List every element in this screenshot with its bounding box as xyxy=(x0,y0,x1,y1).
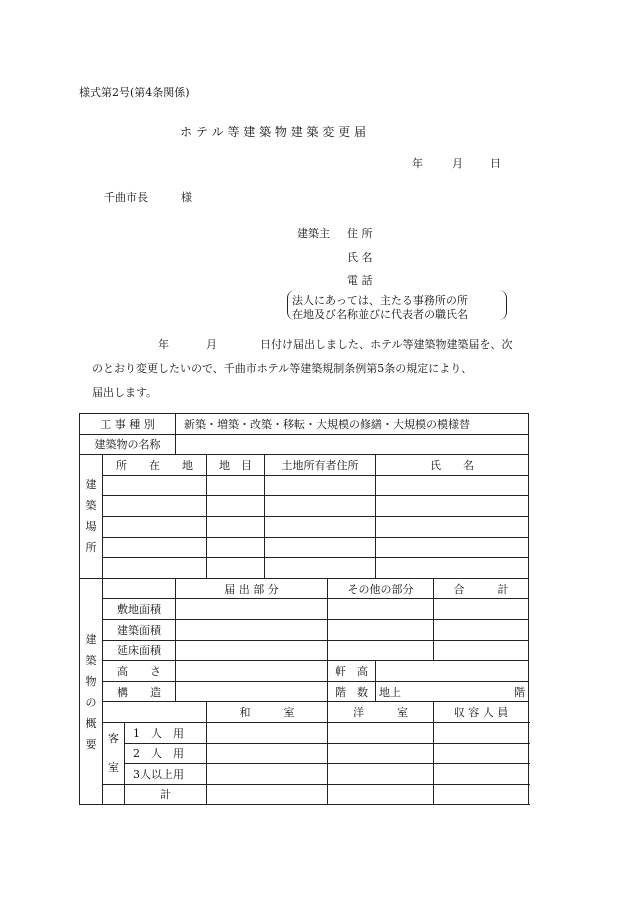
form-number: 様式第2号(第4条関係) xyxy=(79,86,190,99)
work-type-value[interactable]: 新築・増築・改築・移転・大規模の修繕・大規模の模様替 xyxy=(176,414,529,435)
owner-name-field[interactable] xyxy=(376,537,529,558)
building-name-label: 建築物の名称 xyxy=(80,434,176,455)
total-western-field[interactable] xyxy=(328,784,434,805)
address-label: 住 所 xyxy=(347,227,373,240)
single-room-label: 1 人 用 xyxy=(125,722,207,743)
room-total-blank xyxy=(103,784,125,805)
site-row xyxy=(80,475,529,496)
height-label: 高 さ xyxy=(103,661,176,682)
room-header-blank xyxy=(103,702,207,723)
double-western-field[interactable] xyxy=(328,743,434,764)
three-plus-room-label: 3人以上用 xyxy=(125,764,207,785)
japanese-room-header: 和 室 xyxy=(207,702,328,723)
overview-section-label: 建 築 物 の 概 要 xyxy=(80,578,103,805)
other-part-header: その他の部分 xyxy=(328,578,434,599)
structure-label: 構 造 xyxy=(103,681,176,702)
body-line1: 日付け届出しました、ホテル等建築物建築届を、次 xyxy=(260,338,513,351)
eaves-height-label: 軒 高 xyxy=(328,661,376,682)
addressee: 千曲市長 xyxy=(104,191,148,204)
double-room-label: 2 人 用 xyxy=(125,743,207,764)
notification-form-table xyxy=(79,413,529,805)
phone-label: 電 話 xyxy=(347,274,373,287)
site-area-label: 敷地面積 xyxy=(103,599,176,620)
area-header-blank xyxy=(103,578,176,599)
document-title: ホ テ ル 等 建 築 物 建 築 変 更 届 xyxy=(180,125,366,139)
site-row xyxy=(80,516,529,537)
capacity-header: 収 容 人 員 xyxy=(434,702,529,723)
body-line2: のとおり変更したいので、千曲市ホテル等建築規制条例第5条の規定により、 xyxy=(92,362,473,375)
work-type-row xyxy=(80,414,529,435)
guest-room-label: 客 室 xyxy=(103,722,125,784)
double-capacity-field[interactable] xyxy=(434,743,529,764)
room-header-row xyxy=(80,702,529,723)
building-area-total[interactable] xyxy=(434,619,529,640)
work-type-label: 工 事 種 別 xyxy=(80,414,176,435)
date-year-label: 年 xyxy=(412,157,423,170)
body-line3: 届出します。 xyxy=(92,386,158,399)
single-capacity-field[interactable] xyxy=(434,722,529,743)
reported-part-header: 届 出 部 分 xyxy=(176,578,328,599)
three-plus-western-field[interactable] xyxy=(328,764,434,785)
western-room-header: 洋 室 xyxy=(328,702,434,723)
room-total-label: 計 xyxy=(125,784,207,805)
three-plus-room-row xyxy=(80,764,529,785)
single-western-field[interactable] xyxy=(328,722,434,743)
structure-row xyxy=(80,681,529,702)
building-name-row xyxy=(80,434,529,455)
room-total-row xyxy=(80,784,529,805)
location-field[interactable] xyxy=(103,558,207,579)
single-japanese-field[interactable] xyxy=(207,722,328,743)
single-room-row xyxy=(80,722,529,743)
above-ground-floors[interactable]: 地上 階 xyxy=(376,681,529,702)
floor-area-other[interactable] xyxy=(328,640,434,661)
owner-name-field[interactable] xyxy=(376,516,529,537)
body-year: 年 xyxy=(158,338,169,351)
building-area-reported[interactable] xyxy=(176,619,328,640)
site-area-reported[interactable] xyxy=(176,599,328,620)
owner-name-field[interactable] xyxy=(376,558,529,579)
site-section-label: 建 築 場 所 xyxy=(80,455,103,579)
eaves-height-field[interactable] xyxy=(376,661,529,682)
floors-label: 階 数 xyxy=(328,681,376,702)
site-area-total[interactable] xyxy=(434,599,529,620)
double-japanese-field[interactable] xyxy=(207,743,328,764)
height-field[interactable] xyxy=(176,661,328,682)
owner-address-header: 土地所有者住所 xyxy=(265,455,376,476)
name-label: 氏 名 xyxy=(347,251,373,264)
location-field[interactable] xyxy=(103,475,207,496)
corp-note-line1: 法人にあっては、主たる事務所の所 xyxy=(292,294,468,307)
owner-address-field[interactable] xyxy=(265,496,376,517)
owner-name-header: 氏 名 xyxy=(376,455,529,476)
building-area-row xyxy=(80,619,529,640)
site-row xyxy=(80,496,529,517)
owner-address-field[interactable] xyxy=(265,537,376,558)
corp-note-line2: 在地及び名称並びに代表者の職氏名 xyxy=(292,308,468,321)
location-field[interactable] xyxy=(103,516,207,537)
total-japanese-field[interactable] xyxy=(207,784,328,805)
total-capacity-field[interactable] xyxy=(434,784,529,805)
addressee-honorific: 様 xyxy=(181,191,192,204)
land-category-field[interactable] xyxy=(207,496,265,517)
area-header-row xyxy=(80,578,529,599)
site-header-row xyxy=(80,455,529,476)
height-row xyxy=(80,661,529,682)
double-room-row xyxy=(80,743,529,764)
land-category-field[interactable] xyxy=(207,475,265,496)
owner-name-field[interactable] xyxy=(376,496,529,517)
floor-area-label: 延床面積 xyxy=(103,640,176,661)
floor-area-reported[interactable] xyxy=(176,640,328,661)
builder-label: 建築主 xyxy=(297,227,330,240)
land-category-header: 地 目 xyxy=(207,455,265,476)
structure-field[interactable] xyxy=(176,681,328,702)
owner-address-field[interactable] xyxy=(265,475,376,496)
building-name-field[interactable] xyxy=(176,434,529,455)
site-area-row xyxy=(80,599,529,620)
body-month: 月 xyxy=(206,338,217,351)
land-category-field[interactable] xyxy=(207,537,265,558)
owner-address-field[interactable] xyxy=(265,558,376,579)
date-month-label: 月 xyxy=(452,157,463,170)
owner-name-field[interactable] xyxy=(376,475,529,496)
floor-area-total[interactable] xyxy=(434,640,529,661)
location-header: 所 在 地 xyxy=(103,455,207,476)
location-field[interactable] xyxy=(103,496,207,517)
building-area-other[interactable] xyxy=(328,619,434,640)
date-day-label: 日 xyxy=(490,157,501,170)
location-field[interactable] xyxy=(103,537,207,558)
three-plus-capacity-field[interactable] xyxy=(434,764,529,785)
land-category-field[interactable] xyxy=(207,516,265,537)
site-row xyxy=(80,537,529,558)
site-row xyxy=(80,558,529,579)
site-area-other[interactable] xyxy=(328,599,434,620)
three-plus-japanese-field[interactable] xyxy=(207,764,328,785)
floor-area-row xyxy=(80,640,529,661)
land-category-field[interactable] xyxy=(207,558,265,579)
total-header: 合 計 xyxy=(434,578,529,599)
building-area-label: 建築面積 xyxy=(103,619,176,640)
owner-address-field[interactable] xyxy=(265,516,376,537)
